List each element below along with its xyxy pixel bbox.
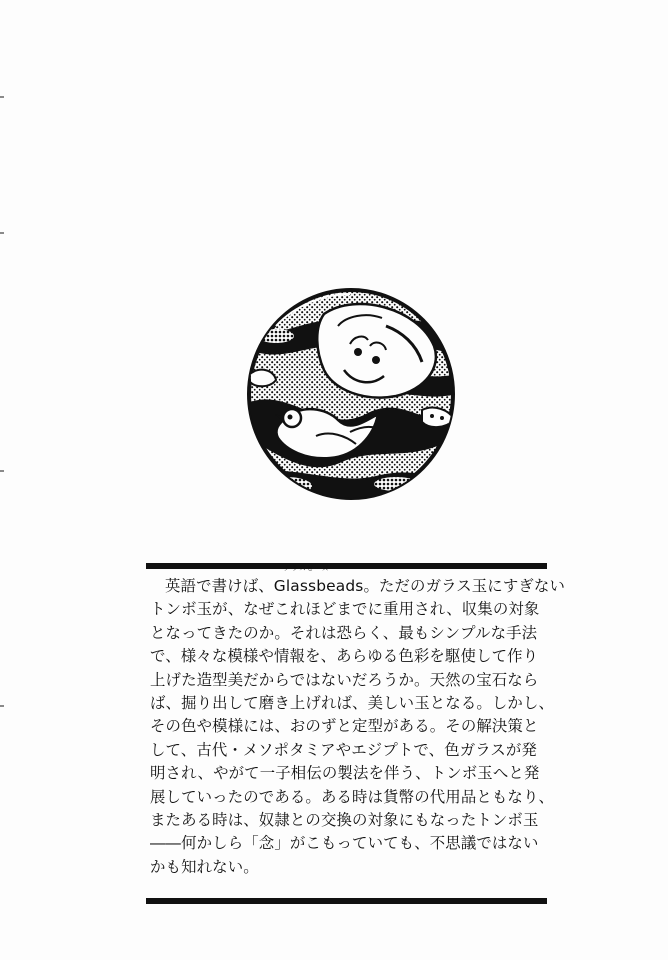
text-line: で、様々な模様や情報を、あらゆる色彩を駆使して作り: [150, 647, 539, 666]
text-line: となってきたのか。それは恐らく、最もシンプルな手法: [150, 623, 538, 642]
text-line: 上げた造型美だからではないだろうか。天然の宝石なら: [150, 670, 539, 689]
text-segment: 。ただのガラス玉にすぎない: [363, 577, 566, 595]
text-line: またある時は、奴隷との交換の対象にもなったトンボ玉: [150, 810, 539, 829]
ruby-annotation: [273, 564, 364, 598]
tonbo-dama-bead-illustration: [246, 286, 456, 500]
bead-drawing: [246, 286, 456, 500]
text-line: 明され、やがて一子相伝の製法を伴う、トンボ玉へと発: [150, 764, 540, 783]
bottom-rule: [146, 898, 547, 904]
text-line: ――何かしら「念」がこもっていても、不思議ではない: [150, 834, 539, 853]
text-line: トンボ玉が、なぜこれほどまでに重用され、収集の対象: [150, 600, 540, 619]
page-edge-mark: [0, 705, 4, 707]
body-text: [150, 564, 566, 879]
text-line: 展していったのである。ある時は貨幣の代用品ともなり、: [150, 787, 555, 806]
page-edge-mark: [0, 232, 4, 234]
ruby-reading: グラスビーズ: [283, 564, 330, 572]
text-line: ば、掘り出して磨き上げれば、美しい玉となる。しかし、: [150, 693, 555, 712]
page-edge-mark: [0, 470, 4, 472]
text-line: して、古代・メソポタミアやエジプトで、色ガラスが発: [150, 740, 537, 759]
top-rule: [146, 563, 547, 569]
text-line: その色や模様には、おのずと定型がある。その解決策と: [150, 717, 539, 736]
ruby-base-text: Glassbeads: [273, 577, 364, 595]
text-line: [150, 564, 566, 598]
page-edge-mark: [0, 96, 4, 98]
text-segment: 英語で書けば、: [165, 577, 274, 595]
text-line: かも知れない。: [150, 857, 259, 876]
